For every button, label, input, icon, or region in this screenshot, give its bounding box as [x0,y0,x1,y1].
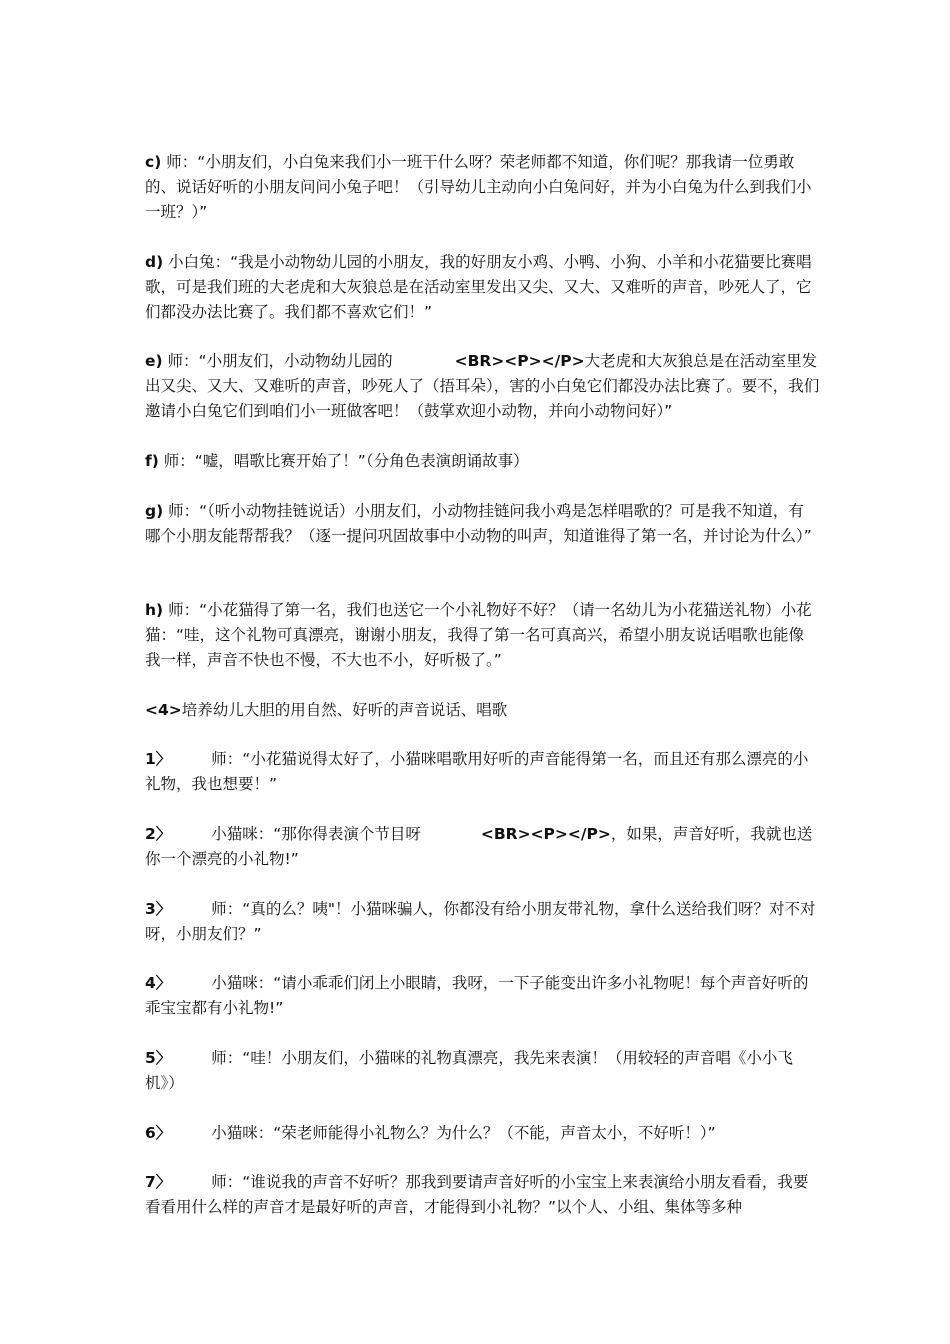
html-tag-text: <BR><P></P> [480,825,611,843]
paragraph-text: 师：“嘘，唱歌比赛开始了！”（分角色表演朗诵故事） [163,452,529,470]
paragraph-1 [145,747,817,797]
paragraph-text: 小猫咪：“请小乖乖们闭上小眼睛，我呀，一下子能变出许多小礼物呢！每个声音好听的乖宝宝都有小礼物!” [145,974,809,1017]
paragraph-text: 小猫咪：“荣老师能得小礼物么？为什么？（不能，声音太小，不好听！）” [211,1124,716,1142]
paragraph-text: 师：“小朋友们，小白兔来我们小一班干什么呀？荣老师都不知道，你们呢？那我请一位勇敢的、说话好听的小朋友问问小兔子吧！（引导幼儿主动向小白兔问好，并为小白兔为什么到我们小一班？）” [145,153,812,221]
section-heading-4 [145,698,817,723]
paragraph-c [145,150,817,225]
paragraph-text: 小猫咪：“那你得表演个节目呀 [211,825,421,843]
paragraph-3 [145,897,817,947]
paragraph-text: 师：“（听小动物挂链说话）小朋友们，小动物挂链问我小鸡是怎样唱歌的？可是我不知道，有哪个小朋友能帮帮我？（逐一提问巩固故事中小动物的叫声，知道谁得了第一名，并讨论为什么）” [145,502,812,545]
paragraph-text: 师：“小花猫得了第一名，我们也送它一个小礼物好不好？（请一名幼儿为小花猫送礼物）小花猫：“哇，这个礼物可真漂亮，谢谢小朋友，我得了第一名可真高兴，希望小朋友说话唱歌也能像我一样，声音不快也不慢，不大也不小，好听极了。” [145,601,812,669]
paragraph-text: 师：“哇！小朋友们，小猫咪的礼物真漂亮，我先来表演！（用较轻的声音唱《小小飞机》） [145,1049,793,1092]
section-title: 培养幼儿大胆的用自然、好听的声音说话、唱歌 [181,701,508,719]
paragraph-label: 4〉 [145,974,172,992]
paragraph-text-continued: ，如果，声音好听，我就也送你一个漂亮的小礼物!” [145,825,813,868]
paragraph-h [145,598,817,673]
paragraph-5 [145,1046,817,1096]
paragraph-7 [145,1170,817,1220]
paragraph-label: e) [145,352,163,370]
paragraph-label: 7〉 [145,1173,172,1191]
paragraph-text: 小白兔：“我是小动物幼儿园的小朋友，我的好朋友小鸡、小鸭、小狗、小羊和小花猫要比赛唱歌，可是我们班的大老虎和大灰狼总是在活动室里发出又尖、又大、又难听的声音，吵死人了，它们都没办法比赛了。我们都不喜欢它们！” [145,253,812,321]
paragraph-label: f) [145,452,159,470]
paragraph-label: d) [145,253,164,271]
paragraph-text-continued: 大老虎和大灰狼总是在活动室里发出又尖、又大、又难听的声音，吵死人了（捂耳朵），害的小白兔它们都没办法比赛了。要不，我们邀请小白兔它们到咱们小一班做客吧！（鼓掌欢迎小动物，并向小动物问好）” [145,352,820,420]
paragraph-2 [145,822,817,872]
paragraph-f [145,449,817,474]
paragraph-text: 师：“小花猫说得太好了，小猫咪唱歌用好听的声音能得第一名，而且还有那么漂亮的小礼物，我也想要！” [145,750,809,793]
paragraph-text: 师：“谁说我的声音不好听？那我到要请声音好听的小宝宝上来表演给小朋友看看，我要看看用什么样的声音才是最好听的声音，才能得到小礼物？”以个人、小组、集体等多种 [145,1173,809,1216]
paragraph-label: 5〉 [145,1049,172,1067]
paragraph-label: 6〉 [145,1124,172,1142]
paragraph-text: 师：“真的么？咦"！小猫咪骗人，你都没有给小朋友带礼物，拿什么送给我们呀？对不对呀，小朋友们？” [145,900,816,943]
paragraph-4 [145,971,817,1021]
paragraph-d [145,250,817,325]
paragraph-label: h) [145,601,164,619]
paragraph-6 [145,1121,817,1146]
section-label: <4> [145,701,182,719]
paragraph-label: 2〉 [145,825,172,843]
html-tag-text: <BR><P></P> [454,352,585,370]
paragraph-label: c) [145,153,162,171]
paragraph-label: g) [145,502,164,520]
paragraph-label: 1〉 [145,750,172,768]
paragraph-label: 3〉 [145,900,172,918]
paragraph-g [145,499,817,549]
paragraph-e [145,349,825,424]
paragraph-text: 师：“小朋友们，小动物幼儿园的 [167,352,393,370]
